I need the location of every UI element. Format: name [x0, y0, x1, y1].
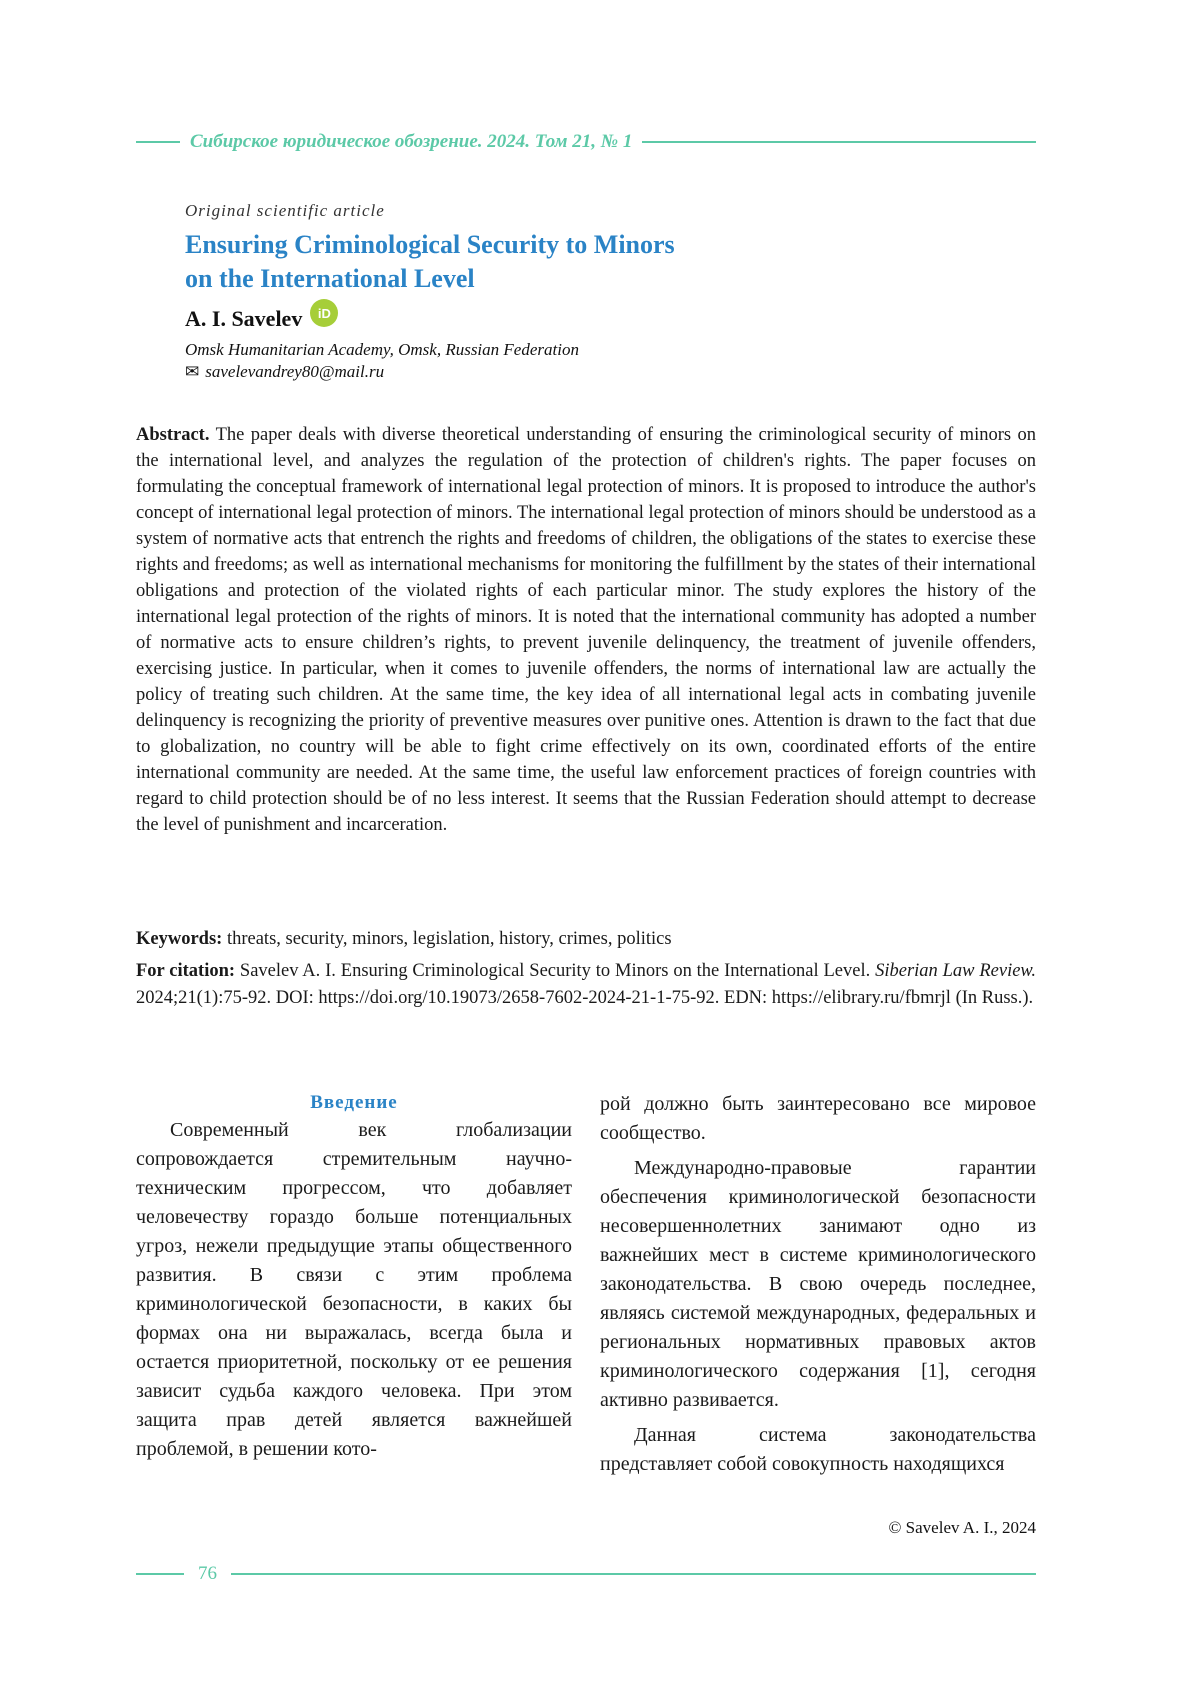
title-line-2: on the International Level [185, 264, 475, 293]
abstract-label: Abstract. [136, 425, 210, 445]
journal-name: Сибирское юридическое обозрение. 2024. Том 21, № 1 [190, 131, 633, 152]
keywords [136, 926, 1036, 952]
abstract-text: The paper deals with diverse theoretical understanding of ensuring the criminological security of minors on the international level, and analyzes the regulation of the protection of children's rights. The paper focuses on formulating the conceptual framework of international legal protection of minors. It is proposed to introduce the author's concept of international legal protection of minors. The international legal protection of minors should be understood as a system of normative acts that entrench the rights and freedoms of children, the obligations of the states to exercise these rights and freedoms; as well as international mechanisms for monitoring the fulfillment by the states of their international obligations and protection of the violated rights of each particular minor. The study explores the history of the international legal protection of the rights of minors. It is noted that the international community has adopted a number of normative acts to ensure children’s rights, to prevent juvenile delinquency, the treatment of juvenile offenders, exercising justice. In particular, when it comes to juvenile offenders, the norms of international law are actually the policy of treating such children. At the same time, the key idea of all international legal acts in combating juvenile delinquency is recognizing the priority of preventive measures over punitive ones. Attention is drawn to the fact that due to globalization, no country will be able to fight crime effectively on its own, coordinated efforts of the entire international community are needed. At the same time, the useful law enforcement practices of foreign countries with regard to child protection should be of no less interest. It seems that the Russian Federation should attempt to decrease the level of punishment and incarceration. [136, 425, 1036, 835]
body-paragraph: рой должно быть заинтересовано все мировое сообщество. [600, 1093, 1036, 1144]
header-rule-right [642, 141, 1036, 143]
section-heading: Введение [310, 1092, 398, 1113]
author-name: A. I. Savelev [185, 306, 303, 331]
keywords-text: threats, security, minors, legislation, history, crimes, politics [226, 929, 672, 949]
body-column-right [600, 1090, 1036, 1479]
body-paragraph: Современный век глобализации сопровождается стремительным научно-техническим прогрессом, что добавляет человечеству гораздо больше потенциальных угроз, нежели предыдущие этапы общественного развития. В связи с этим проблема криминологической безопасности, в каких бы формах она ни выражалась, всегда была и остается приоритетной, поскольку от ее решения зависит судьба каждого человека. При этом защита прав детей является важнейшей проблемой, в решении кото- [136, 1119, 572, 1460]
title-line-1: Ensuring Criminological Security to Minors [185, 230, 675, 259]
footer-rule-right [231, 1573, 1036, 1575]
page-number: 76 [198, 1563, 217, 1584]
header-rule-left [136, 141, 180, 143]
footer-rule-left [136, 1573, 184, 1575]
author-email[interactable]: savelevandrey80@mail.ru [205, 362, 385, 381]
citation [136, 958, 1036, 1012]
article-title [185, 228, 885, 296]
author-affiliation: Omsk Humanitarian Academy, Omsk, Russian Federation [185, 340, 579, 359]
citation-label: For citation: [136, 961, 236, 981]
citation-journal: Siberian Law Review. [875, 961, 1037, 981]
body-paragraph: Данная система законодательства представляет собой совокупность находящихся [600, 1424, 1036, 1475]
author-email-row [185, 362, 384, 382]
copyright-notice: © Savelev A. I., 2024 [888, 1518, 1036, 1537]
author-row [185, 306, 338, 332]
citation-text-before: Savelev A. I. Ensuring Criminological Security to Minors on the International Level. [239, 961, 871, 981]
citation-text-after: 2024;21(1):75-92. DOI: https://doi.org/10.19073/2658-7602-2024-21-1-75-92. EDN: https://elibrary.ru/fbmrjl (In Russ.). [136, 988, 1034, 1008]
body-paragraph: Международно-правовые гарантии обеспечения криминологической безопасности несовершеннолетних занимают одно из важнейших мест в системе криминологического законодательства. В свою очередь последнее, являясь системой международных, федеральных и региональных нормативных правовых актов криминологического содержания [1], сегодня активно развивается. [600, 1157, 1036, 1411]
abstract [136, 422, 1036, 838]
orcid-icon[interactable]: iD [310, 299, 338, 327]
running-header [136, 130, 1036, 154]
page-footer [136, 1562, 1036, 1586]
mail-icon: ✉ [185, 362, 200, 382]
body-column-left [136, 1092, 572, 1464]
article-type: Original scientific article [185, 201, 385, 220]
keywords-label: Keywords: [136, 929, 223, 949]
